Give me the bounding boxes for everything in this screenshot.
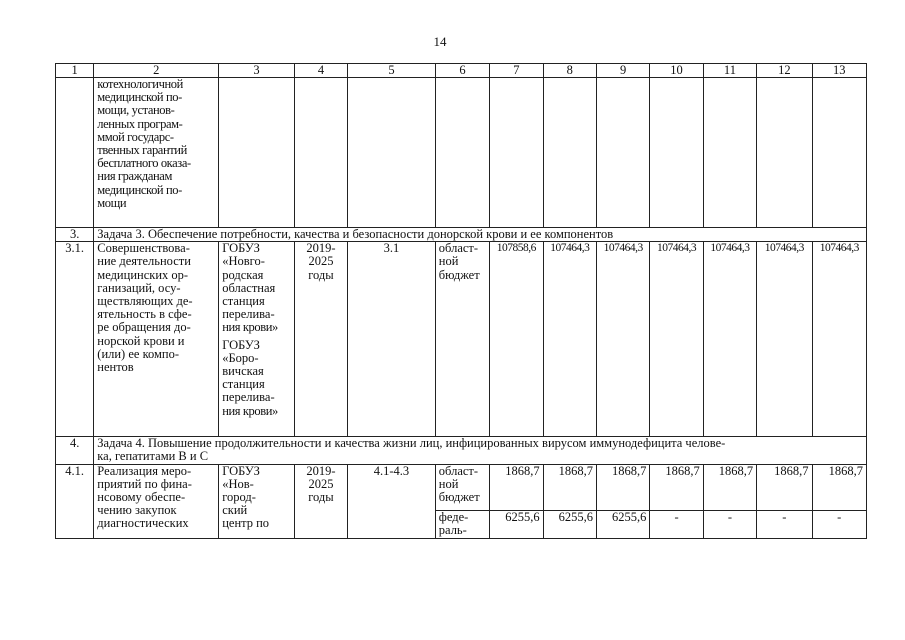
row-number: 4. bbox=[56, 437, 94, 464]
column-header: 12 bbox=[757, 64, 812, 78]
column-header: 10 bbox=[650, 64, 703, 78]
column-header: 3 bbox=[219, 64, 295, 78]
funding-value: 107464,3 bbox=[812, 242, 866, 437]
target-indicator: 3.1 bbox=[348, 242, 436, 437]
period: 2019- 2025 годы bbox=[294, 464, 347, 538]
funding-value: 107464,3 bbox=[650, 242, 703, 437]
funding-value: - bbox=[757, 510, 812, 538]
task-row bbox=[56, 228, 867, 242]
funding-value: 107464,3 bbox=[543, 242, 596, 437]
column-header: 11 bbox=[703, 64, 756, 78]
funding-value: 6255,6 bbox=[543, 510, 596, 538]
row-number: 3.1. bbox=[56, 242, 94, 437]
column-header: 1 bbox=[56, 64, 94, 78]
column-header: 9 bbox=[596, 64, 649, 78]
column-header: 4 bbox=[294, 64, 347, 78]
activity-row bbox=[56, 242, 867, 437]
activity-row bbox=[56, 464, 867, 510]
funding-source: феде- раль- bbox=[435, 510, 489, 538]
activity-name: котехнологичной медицинской по- мощи, установ- ленных програм- ммой государс- твенных гарантий бесплатного оказа- ния гражданам медицинской по- мощи bbox=[94, 78, 219, 228]
funding-value: 1868,7 bbox=[812, 464, 866, 510]
column-header: 7 bbox=[490, 64, 543, 78]
program-table bbox=[55, 63, 867, 539]
funding-value: 1868,7 bbox=[543, 464, 596, 510]
column-header: 13 bbox=[812, 64, 866, 78]
funding-value: 1868,7 bbox=[650, 464, 703, 510]
funding-value: 107464,3 bbox=[596, 242, 649, 437]
funding-value: 6255,6 bbox=[596, 510, 649, 538]
activity-name: Совершенствова- ние деятельности медицинских ор- ганизаций, осу- ществляющих де- ятельность в сфе- ре обращения до- норской крови и (или) ее компо- нентов bbox=[94, 242, 219, 437]
funding-value: - bbox=[650, 510, 703, 538]
funding-value: 1868,7 bbox=[490, 464, 543, 510]
task-row bbox=[56, 437, 867, 464]
funding-value: 1868,7 bbox=[596, 464, 649, 510]
column-header: 8 bbox=[543, 64, 596, 78]
funding-source: област- ной бюджет bbox=[435, 242, 489, 437]
page-number: 14 bbox=[433, 34, 447, 49]
row-number: 3. bbox=[56, 228, 94, 242]
executor: ГОБУЗ «Новго- родская областная станция перелива- ния крови» ГОБУЗ «Боро- вичская станция перелива- ния крови» bbox=[219, 242, 295, 437]
executor: ГОБУЗ «Нов- город- ский центр по bbox=[219, 464, 295, 538]
continuation-row bbox=[56, 78, 867, 228]
row-number: 4.1. bbox=[56, 464, 94, 538]
task-title: Задача 3. Обеспечение потребности, качества и безопасности донорской крови и ее компонентов bbox=[94, 228, 867, 242]
task-title: Задача 4. Повышение продолжительности и качества жизни лиц, инфицированных вирусом иммунодефицита челове- ка, гепатитами В и С bbox=[94, 437, 867, 464]
period: 2019- 2025 годы bbox=[294, 242, 347, 437]
target-indicator: 4.1-4.3 bbox=[348, 464, 436, 538]
column-header: 2 bbox=[94, 64, 219, 78]
funding-value: 6255,6 bbox=[490, 510, 543, 538]
column-header: 5 bbox=[348, 64, 436, 78]
activity-name: Реализация меро- приятий по фина- нсовому обеспе- чению закупок диагностических bbox=[94, 464, 219, 538]
funding-value: - bbox=[703, 510, 756, 538]
column-header: 6 bbox=[435, 64, 489, 78]
funding-source: област- ной бюджет bbox=[435, 464, 489, 510]
header-row bbox=[56, 64, 867, 78]
funding-value: 1868,7 bbox=[703, 464, 756, 510]
funding-value: - bbox=[812, 510, 866, 538]
funding-value: 107858,6 bbox=[490, 242, 543, 437]
funding-value: 107464,3 bbox=[757, 242, 812, 437]
funding-value: 1868,7 bbox=[757, 464, 812, 510]
funding-value: 107464,3 bbox=[703, 242, 756, 437]
